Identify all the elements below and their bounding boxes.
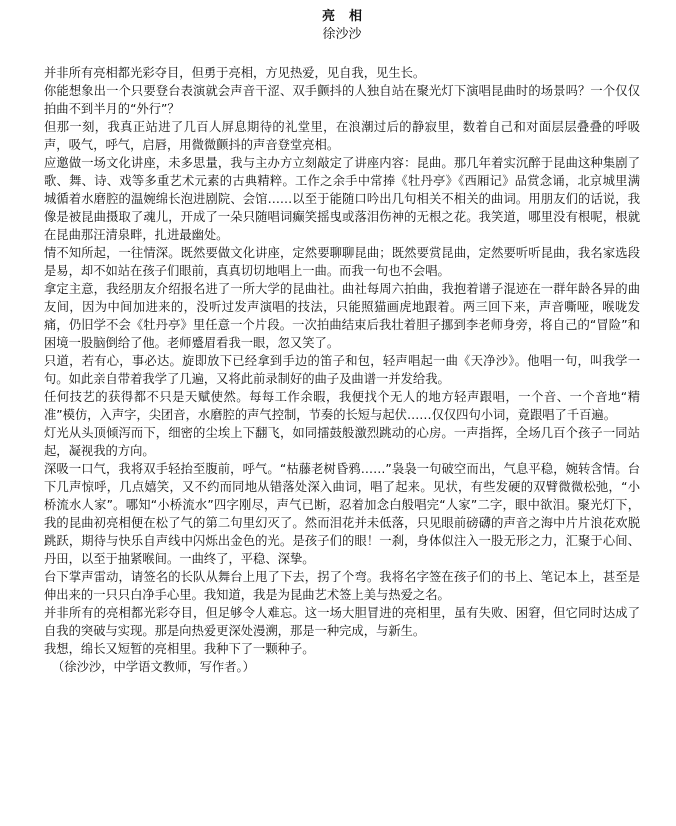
paragraph-4: 应邀做一场文化讲座，未多思量，我与主办方立刻敲定了讲座内容：昆曲。那几年着实沉醉于昆曲这种集剧了歌、舞、诗、戏等多重艺术元素的古典精粹。工作之余手中常捧《牡丹亭》《西厢记》品赏念诵，北京城里满城循着水磨腔的温婉绵长泡进剧院、会馆……以至于能随口吟出几句相关不相关的曲词。用朋友们的话说，我像是被昆曲摄取了魂儿，开成了一朵只随唱词癫笑摇曳或落泪伤神的无根之花。我笑道，哪里没有根呢，根就在昆曲那汪清泉畔，扎进最幽处。 (44, 156, 640, 242)
paragraph-13: 我想，绵长又短暂的亮相里。我种下了一颗种子。 (44, 642, 315, 656)
paragraph-11: 台下掌声雷动，请签名的长队从舞台上甩了下去，拐了个弯。我将名字签在孩子们的书上、笔记本上，甚至是伸出来的一只只白净手心里。我知道，我是为昆曲艺术签上美与热爱之名。 (44, 570, 640, 602)
author-note: （徐沙沙，中学语文教师，写作者。） (52, 660, 255, 674)
paragraph-1: 并非所有亮相都光彩夺目，但勇于亮相，方见热爱，见自我，见生长。 (44, 66, 426, 80)
article-body (44, 64, 640, 676)
article-author: 徐沙沙 (322, 27, 362, 42)
article-title: 亮相 (321, 9, 376, 24)
paragraph-8: 任何技艺的获得都不只是天赋使然。每每工作余暇，我便找个无人的地方轻声跟唱，一个音、一个音地“精准”模仿，入声字，尖团音，水磨腔的声气控制，节奏的长短与起伏……仅仅四句小词，竟跟唱了千百遍。 (44, 390, 640, 422)
paragraph-6: 拿定主意，我经朋友介绍报名进了一所大学的昆曲社。曲社每周六拍曲，我抱着谱子混迹在一群年龄各异的曲友间，因为中间加进来的，没听过发声演唱的技法，只能照猫画虎地跟着。两三回下来，声音嘶哑，喉咙发痛，仍旧学不会《牡丹亭》里任意一个片段。一次拍曲结束后我壮着胆子挪到李老师身旁，将自己的“冒险”和困境一股脑倒给了他。老师蹙眉看我一眼，忽又笑了。 (44, 282, 640, 350)
paragraph-3: 但那一刻，我真正站进了几百人屏息期待的礼堂里，在浪潮过后的静寂里，数着自己和对面层层叠叠的呼吸声，吸气，呼气，启唇，用微微颤抖的声音登堂亮相。 (44, 120, 640, 152)
paragraph-7: 只道，若有心，事必达。旋即放下已经拿到手边的笛子和包，轻声唱起一曲《天净沙》。他唱一句，叫我学一句。如此亲自带着我学了几遍，又将此前录制好的曲子及曲谱一并发给我。 (44, 354, 640, 386)
paragraph-5: 情不知所起，一往情深。既然要做文化讲座，定然要聊聊昆曲；既然要赏昆曲，定然要听听昆曲，我名家选段是易，却不如站在孩子们眼前，真真切切地唱上一曲。而我一句也不会唱。 (44, 246, 640, 278)
paragraph-9: 灯光从头顶倾泻而下，细密的尘埃上下翻飞，如同擂鼓般激烈跳动的心房。一声指挥，全场几百个孩子一同站起，凝视我的方向。 (44, 426, 640, 458)
paragraph-10: 深吸一口气，我将双手轻抬至腹前，呼气。“枯藤老树昏鸦……”袅袅一句破空而出，气息平稳，婉转含情。台下几声惊呼，几点嬉笑，又不约而同地从错落处深入曲词，唱了起来。见状，有些发硬的双臂微微松弛，“小桥流水人家”。哪知“小桥流水”四字刚尽，声气已断，忍着加念白般唱完“人家”二字，眼中欲泪。聚光灯下，我的昆曲初亮相便在松了气的第二句里幻灭了。然而泪花并未低落，只见眼前磅礴的声音之海中片片浪花欢脱跳跃，期待与快乐自声线中闪烁出金色的光。是孩子们的眼！一刹，身体似注入一股无形之力，汇聚于心间、丹田，以至于抽紧喉间。一曲终了，平稳、深挚。 (44, 462, 640, 566)
paragraph-12: 并非所有的亮相都光彩夺目，但足够令人难忘。这一场大胆冒进的亮相里，虽有失败、困窘，但它同时达成了自我的突破与实现。那是向热爱更深处漫溯，那是一种完成，与新生。 (44, 606, 640, 638)
paragraph-2: 你能想象出一个只要登台表演就会声音干涩、双手颤抖的人独自站在聚光灯下演唱昆曲时的场景吗？一个仅仅拍曲不到半月的“外行”？ (44, 84, 640, 116)
